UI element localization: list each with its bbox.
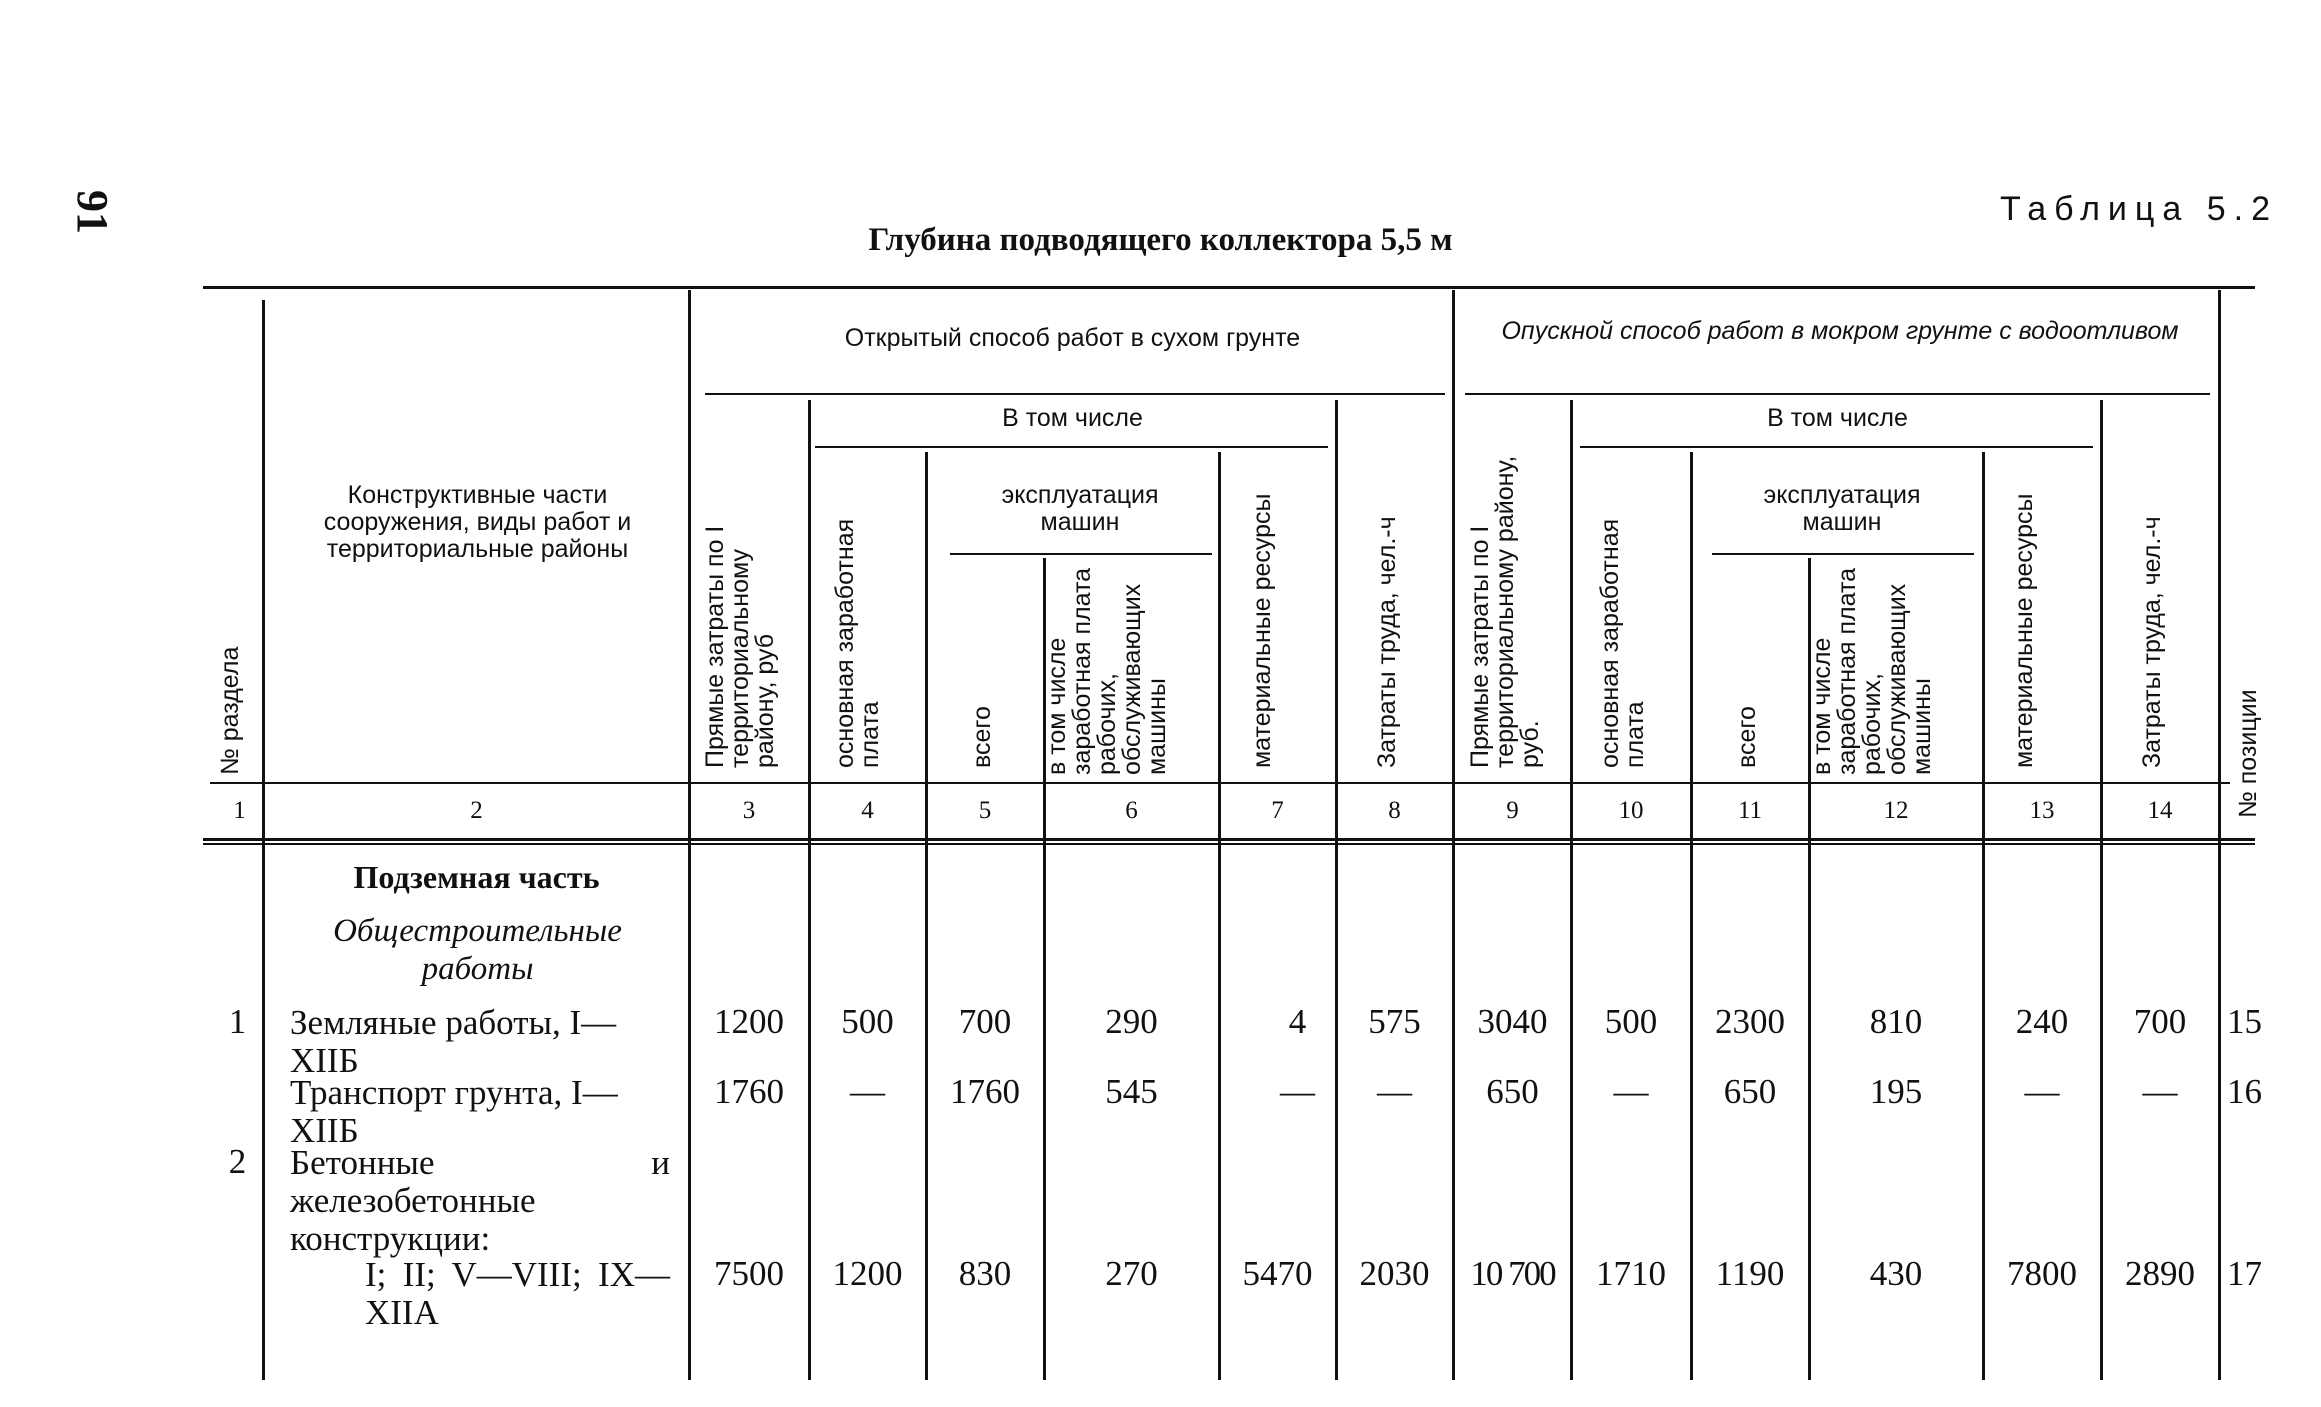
cell-c7: —	[1280, 1072, 1315, 1111]
cell-c7: 5470	[1242, 1254, 1313, 1293]
header-section-no: № раздела	[216, 646, 244, 775]
incl-open-rule	[815, 446, 1328, 448]
cell-c5: 1760	[950, 1072, 1020, 1111]
colnum: 14	[2147, 797, 2173, 824]
colnum: 8	[1388, 797, 1401, 824]
cell-c9: 10 700	[1470, 1254, 1555, 1293]
row-name: Земляные работы, I—XIIБ	[290, 1003, 617, 1080]
header-parts: Конструктивные части сооружения, виды работ и территориальные районы	[323, 481, 632, 563]
header-c6: в том числе заработная плата рабочих, обслуживающих машины	[1043, 567, 1171, 775]
header-c11: всего	[1733, 706, 1761, 768]
section-heading: Подземная часть	[353, 859, 600, 895]
row-pos-no: 15	[2227, 1002, 2262, 1041]
cell-c5: 830	[958, 1254, 1012, 1293]
header-c5: всего	[968, 706, 996, 768]
machines-open-rule	[950, 553, 1212, 555]
cell-c14: 700	[2133, 1002, 2187, 1041]
colnum: 9	[1506, 797, 1519, 824]
cell-c8: 575	[1368, 1002, 1421, 1041]
open-group-rule	[705, 393, 1445, 395]
header-open-group: Открытый способ работ в сухом грунте	[844, 324, 1301, 352]
cell-c14: —	[2142, 1072, 2178, 1111]
cell-c4: —	[850, 1072, 885, 1111]
colnum: 13	[2029, 797, 2055, 824]
colnum: 6	[1125, 797, 1138, 824]
header-machines-open: эксплуатация машин	[1001, 481, 1159, 536]
cell-c3: 7500	[714, 1254, 784, 1293]
cell-c9: 3040	[1477, 1002, 1548, 1041]
cell-c3: 1200	[714, 1002, 784, 1041]
sink-group-rule	[1465, 393, 2210, 395]
col-divider	[1335, 400, 1338, 1380]
header-machines-sink: эксплуатация машин	[1763, 481, 1921, 536]
cell-c9: 650	[1486, 1072, 1539, 1111]
colnum: 5	[978, 797, 992, 824]
cell-c6: 290	[1105, 1002, 1158, 1041]
col-divider	[1570, 400, 1573, 1380]
cell-c11: 1190	[1715, 1254, 1785, 1293]
header-pos-no: № позиции	[2234, 689, 2262, 818]
top-rule	[203, 286, 2255, 289]
col-divider	[1218, 452, 1221, 1380]
header-c10: основная заработная плата	[1596, 518, 1649, 768]
cell-c12: 195	[1869, 1072, 1923, 1111]
table-label: Таблица 5.2	[2000, 190, 2279, 228]
header-c12: в том числе заработная плата рабочих, обслуживающих машины	[1808, 567, 1936, 775]
incl-sink-rule	[1580, 446, 2093, 448]
row-name: Транспорт грунта, I—XIIБ	[290, 1073, 618, 1150]
cell-c5: 700	[958, 1002, 1012, 1041]
row-pos-no: 17	[2227, 1254, 2262, 1293]
cell-c8: —	[1377, 1072, 1412, 1111]
colnum: 12	[1883, 797, 1909, 824]
cell-c11: 650	[1723, 1072, 1777, 1111]
cell-c4: 500	[841, 1002, 894, 1041]
row-section-no: 2	[228, 1142, 247, 1181]
subsection-heading: Общестроительные работы	[333, 913, 622, 987]
cell-c10: 500	[1604, 1002, 1658, 1041]
header-c3: Прямые затраты по I территориальному району, руб	[701, 525, 779, 768]
colnum: 7	[1271, 797, 1284, 824]
header-incl-open: В том числе	[1002, 404, 1143, 432]
row-name: Бетонные и железобетонные конструкции:	[290, 1143, 670, 1258]
cell-c7: 4	[1288, 1002, 1307, 1041]
cell-c3: 1760	[714, 1072, 784, 1111]
header-sink-group: Опускной способ работ в мокром грунте с водоотливом	[1501, 317, 2179, 345]
header-c4: основная заработная плата	[831, 518, 884, 768]
cell-c8: 2030	[1359, 1254, 1430, 1293]
header-bottom-rule	[203, 838, 2255, 841]
cell-c14: 2890	[2125, 1254, 2195, 1293]
col-divider	[262, 300, 265, 1380]
cell-c4: 1200	[832, 1254, 903, 1293]
col-divider	[2218, 290, 2221, 1380]
cell-c10: —	[1613, 1072, 1649, 1111]
cell-c6: 545	[1105, 1072, 1158, 1111]
row-name: I; II; V—VIII; IX—XIIА	[365, 1255, 670, 1332]
header-bottom-rule-2	[203, 843, 2255, 845]
col-divider	[925, 452, 928, 1380]
header-c9: Прямые затраты по I территориальному району, руб.	[1466, 455, 1544, 768]
cell-c10: 1710	[1596, 1254, 1666, 1293]
row-pos-no: 16	[2227, 1072, 2262, 1111]
table-title: Глубина подводящего коллектора 5,5 м	[868, 222, 1453, 258]
colnum: 2	[470, 797, 483, 824]
colnum: 3	[742, 797, 756, 824]
cell-c12: 430	[1869, 1254, 1923, 1293]
colnum: 1	[233, 797, 246, 824]
col-divider	[1982, 452, 1985, 1380]
header-c14: Затраты труда, чел.-ч	[2138, 516, 2166, 768]
colnum: 10	[1618, 797, 1644, 824]
col-divider	[808, 400, 811, 1380]
colnum: 11	[1737, 797, 1763, 824]
col-divider	[688, 290, 691, 1380]
cell-c13: 7800	[2007, 1254, 2077, 1293]
header-incl-sink: В том числе	[1767, 404, 1908, 432]
page-number: 91	[68, 190, 117, 234]
colnum: 4	[861, 797, 874, 824]
cell-c13: 240	[2015, 1002, 2069, 1041]
col-divider	[1452, 290, 1455, 1380]
header-c7: материальные ресурсы	[1248, 493, 1276, 768]
cell-c11: 2300	[1715, 1002, 1785, 1041]
cell-c13: —	[2024, 1072, 2060, 1111]
header-c8: Затраты труда, чел.-ч	[1373, 516, 1401, 768]
cell-c12: 810	[1869, 1002, 1923, 1041]
header-c13: материальные ресурсы	[2010, 493, 2038, 768]
cell-c6: 270	[1105, 1254, 1158, 1293]
col-divider	[1690, 452, 1693, 1380]
row-section-no: 1	[228, 1002, 247, 1041]
machines-sink-rule	[1712, 553, 1974, 555]
col-divider	[2100, 400, 2103, 1380]
